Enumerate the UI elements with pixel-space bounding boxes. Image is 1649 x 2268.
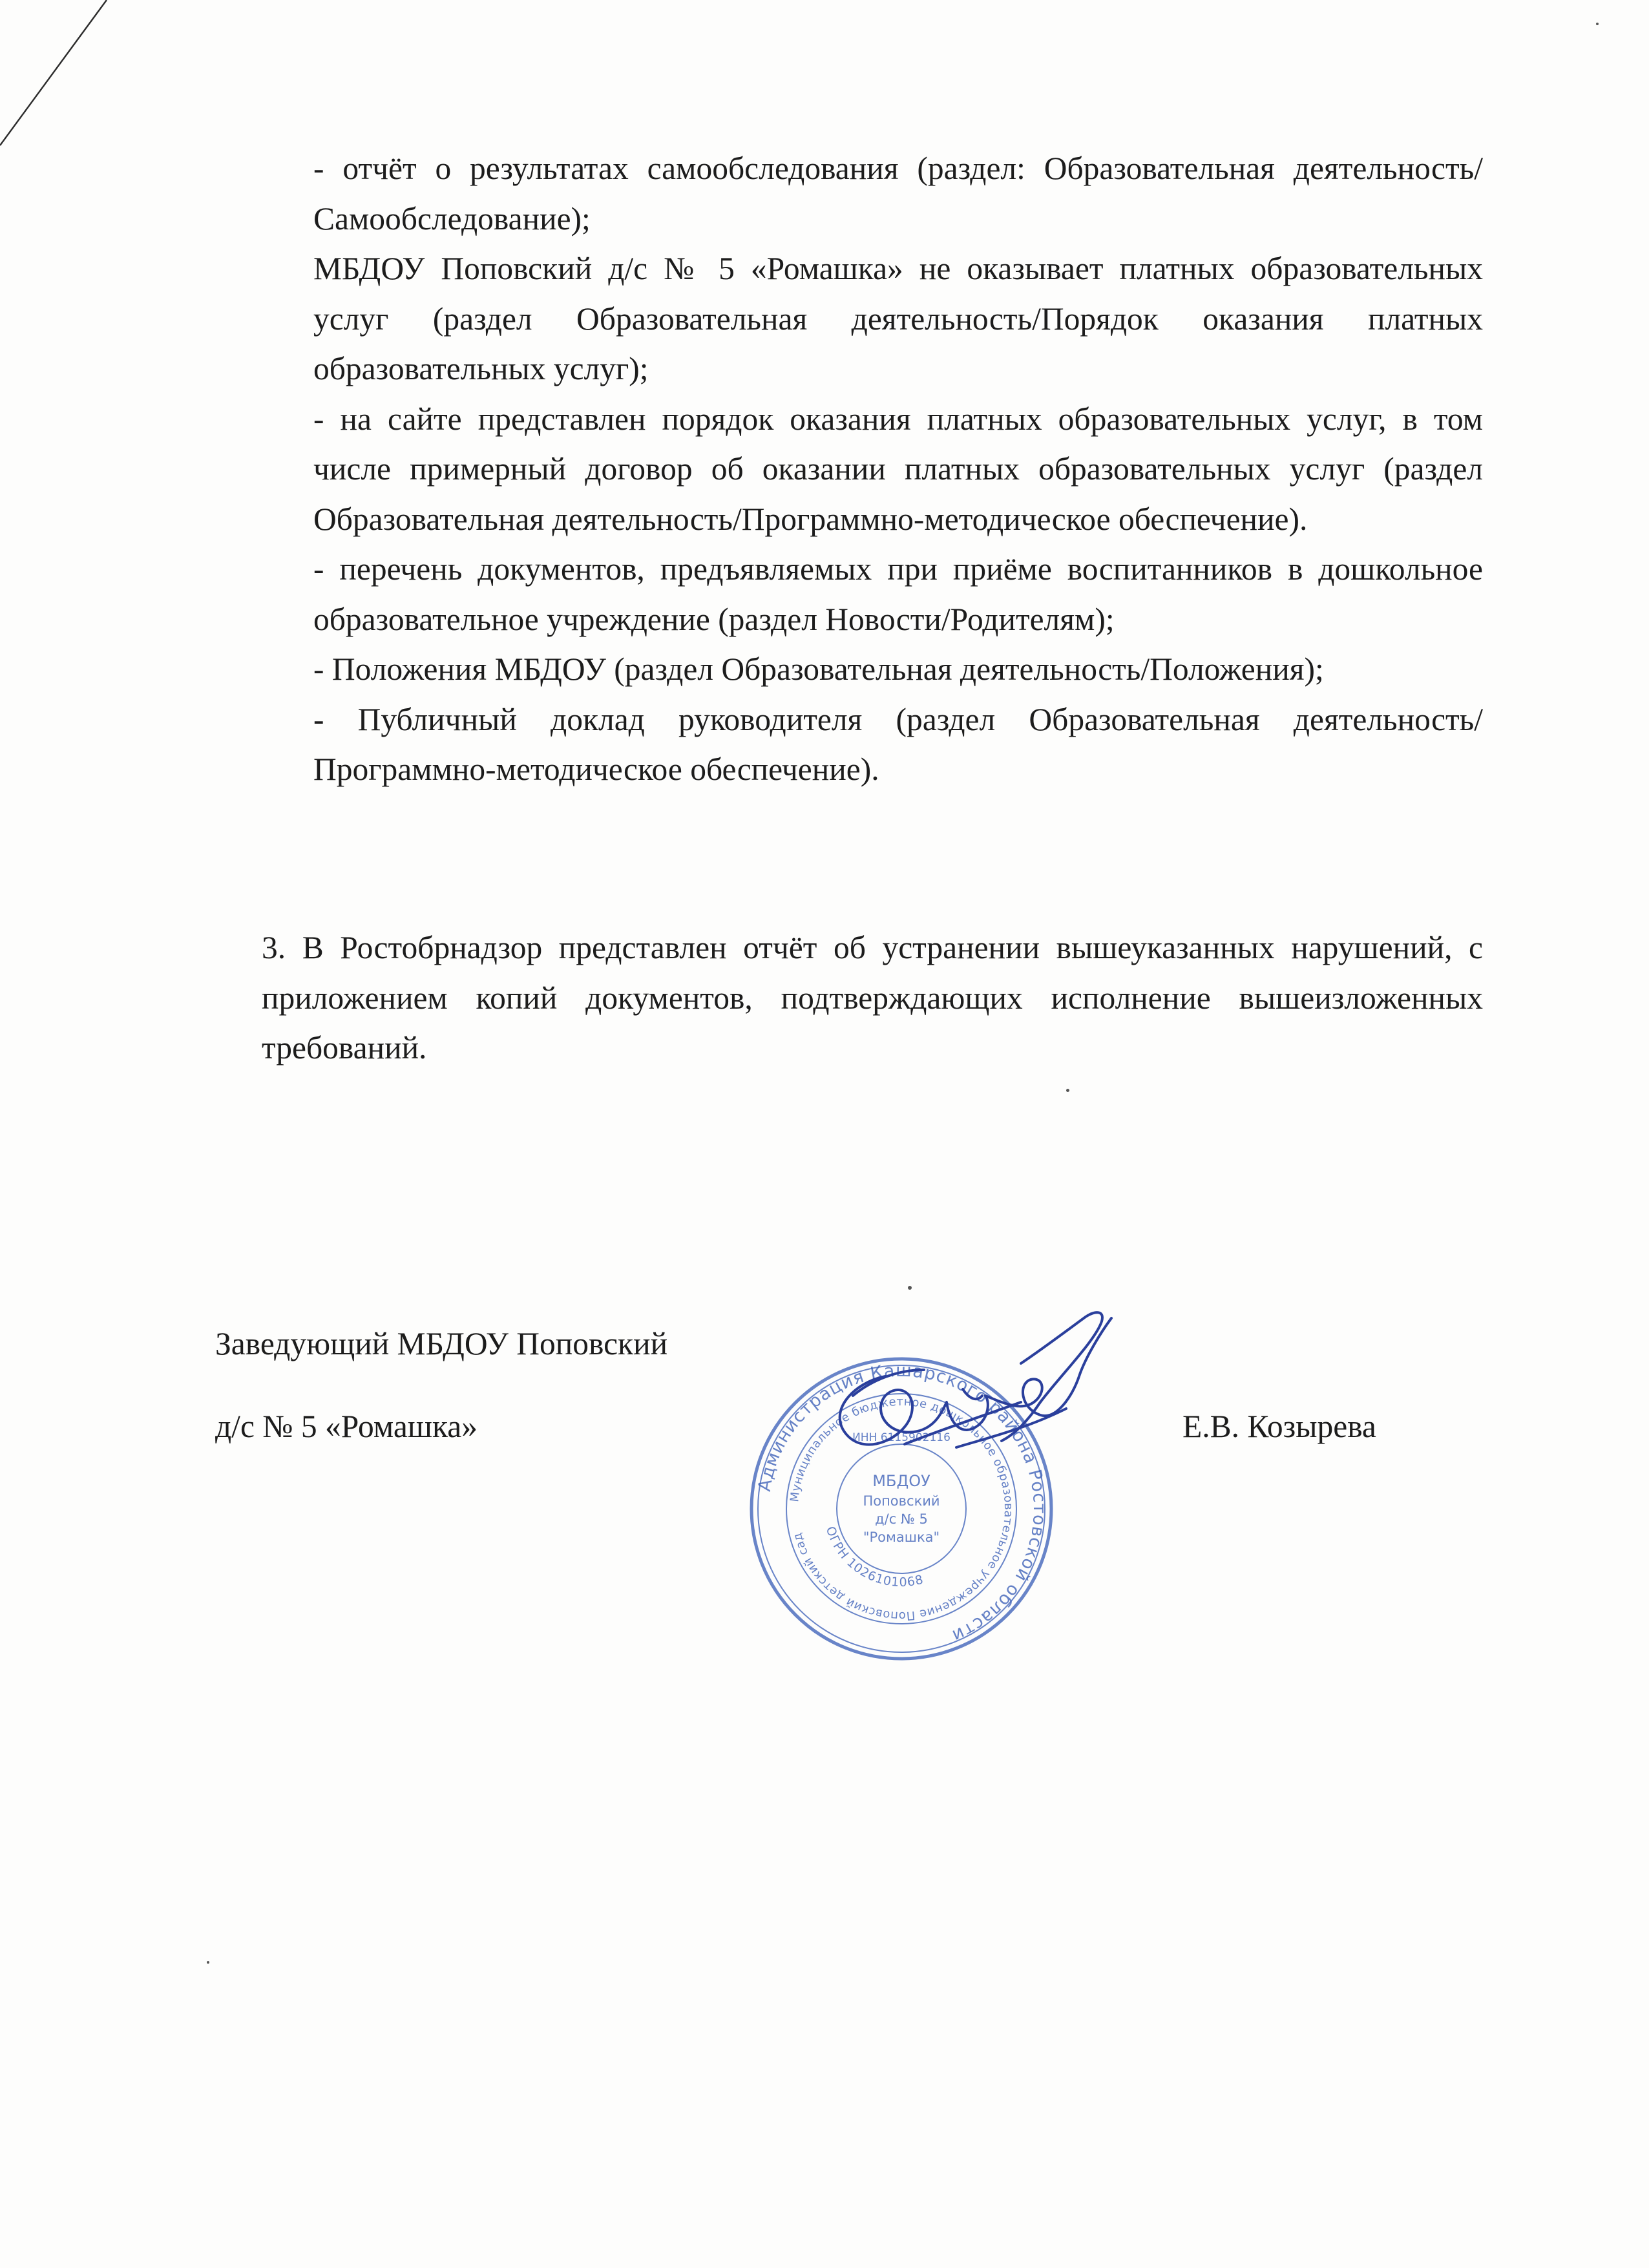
scan-edge-line [0,0,168,155]
numbered-item-3 [262,923,1483,1073]
stamp-center-line-1: МБДОУ [872,1472,930,1490]
stamp-outer-ring-text: Администрация Кашарского района Ростовской области [754,1360,1050,1646]
scan-speck [207,1961,209,1964]
scan-speck [1066,1089,1069,1092]
paragraph-rostobrnadzor-report: 3. В Ростобрнадзор представлен отчёт об устранении вышеуказанных нарушений, с приложением копий документов, подтверждающих исполнение вышеизложенных требований. [262,930,1483,1066]
scan-speck [908,1286,912,1290]
paragraph-regulations: - Положения МБДОУ (раздел Образовательная деятельность/Положения); [313,651,1324,687]
document-body [313,143,1483,795]
paragraph-self-examination: - отчёт о результатах самообследования (раздел: Образовательная деятельность/Самообследование); [313,151,1483,236]
scan-speck [1596,23,1599,25]
handwritten-signature [808,1305,1118,1499]
paragraph-admission-documents: - перечень документов, предъявляемых при приёме воспитанников в дошкольное образовательное учреждение (раздел Новости/Родителям); [313,551,1483,637]
signatory-organization: д/с № 5 «Ромашка» [215,1409,478,1444]
paragraph-paid-services-order: - на сайте представлен порядок оказания платных образовательных услуг, в том числе примерный договор об оказании платных образовательных услуг (раздел Образовательная деятельность/Программно-методическое обеспечение). [313,401,1483,537]
paragraph-no-paid-services: МБДОУ Поповский д/с № 5 «Ромашка» не оказывает платных образовательных услуг (раздел Образовательная деятельность/Порядок оказания платных образовательных услуг); [313,251,1483,386]
stamp-ogrn-text: ОГРН 1026101068 [823,1524,925,1590]
stamp-center-line-2: Поповский [863,1493,940,1509]
stamp-inn-text: ИНН 6115902116 [852,1431,951,1444]
stamp-center-line-4: "Ромашка" [863,1529,940,1545]
stamp-inner-ring-text: Муниципальное бюджетное дошкольное образовательное учреждение Поповский детский сад [788,1394,1016,1623]
stamp-center-line-3: д/с № 5 [875,1511,928,1527]
signatory-name: Е.В. Козырева [1182,1409,1376,1444]
signatory-position: Заведующий МБДОУ Поповский [215,1326,668,1361]
paragraph-public-report: - Публичный доклад руководителя (раздел Образовательная деятельность/Программно-методическое обеспечение). [313,701,1483,787]
